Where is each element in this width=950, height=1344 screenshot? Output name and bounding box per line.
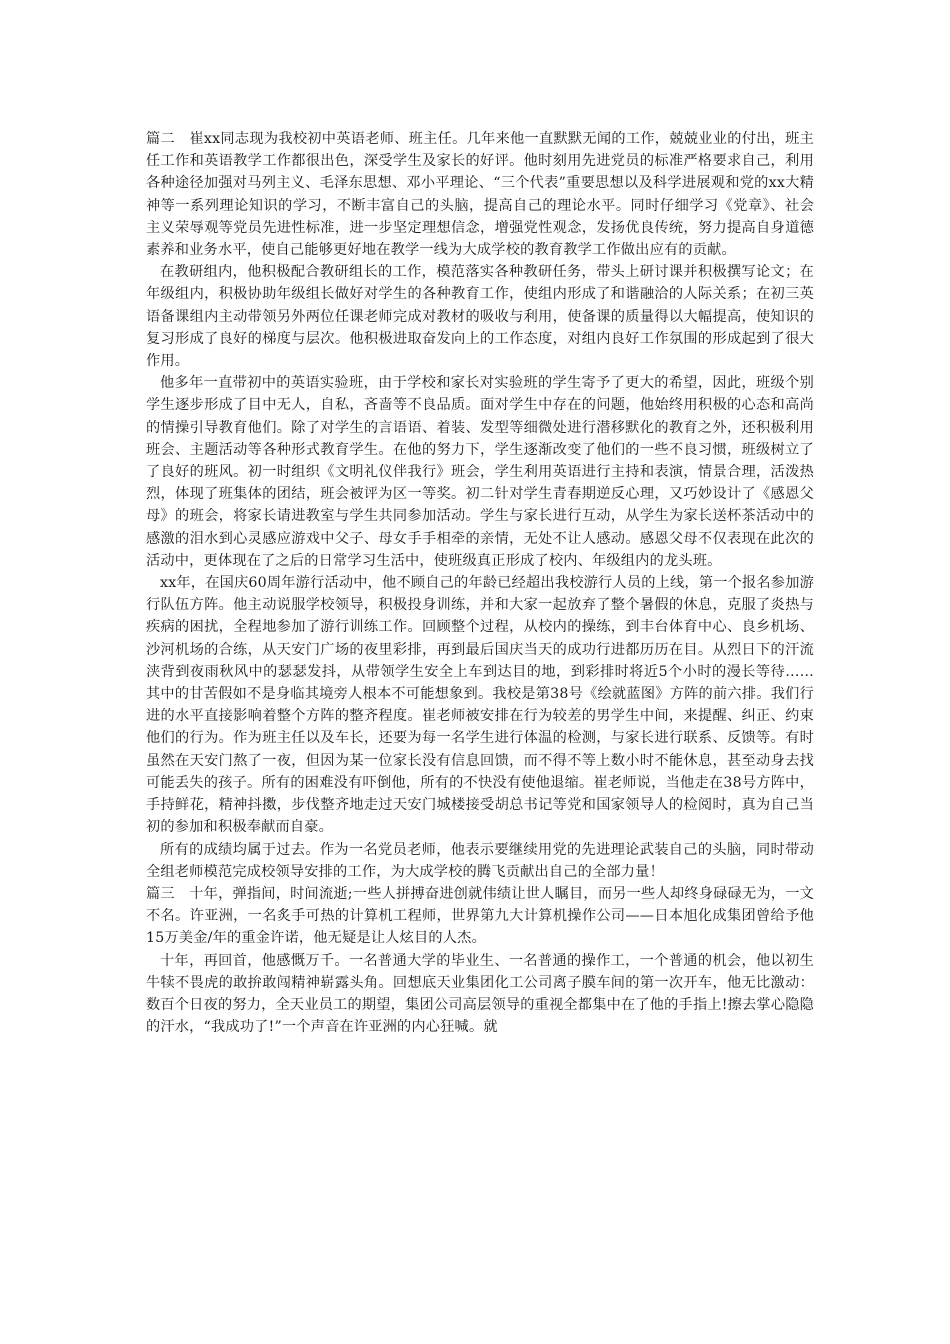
paragraph-class-management: 他多年一直带初中的英语实验班，由于学校和家长对实验班的学生寄予了更大的希望，因此，班级个别学生逐步形成了目中无人，自私，吝啬等不良品质。面对学生中存在的问题，他始终用积极的心态和高尚的情操引导教育他们。除了对学生的言语语、着装、发型等细微处进行潜移默化的教育之外，还积极利用班会、主题活动等各种形式教育学生。在他的努力下，学生逐渐改变了他们的一些不良习惯，班级树立了了良好的班风。初一时组织《文明礼仪伴我行》班会，学生利用英语进行主持和表演，情景合理，活泼热烈，体现了班集体的团结，班会被评为区一等奖。初二针对学生青春期逆反心理，又巧妙设计了《感恩父母》的班会，将家长请进教室与学生共同参加活动。学生与家长进行互动，从学生为家长送杯茶活动中的感激的泪水到心灵感应游戏中父子、母女手手相牵的亲情，无处不让人感动。感恩父母不仅表现在此次的活动中，更体现在了之后的日常学习生活中，使班级真正形成了校内、年级组内的龙头班。 [146,375,814,569]
document-page [146,128,814,1038]
paragraph-section-three-intro: 篇三 十年，弹指间，时间流逝;一些人拼搏奋进创就伟绩让世人瞩目，而另一些人却终身碌碌无为，一文不名。许亚洲，一名炙手可热的计算机工程师，世界第九大计算机操作公司——日本旭化成集团曾给予他15万美金/年的重金许诺，他无疑是让人炫目的人杰。 [146,885,814,947]
paragraph-teaching-group: 在教研组内，他积极配合教研组长的工作，模范落实各种教研任务，带头上研讨课并积极撰写论文；在年级组内，积极协助年级组长做好对学生的各种教育工作，使组内形成了和谐融洽的人际关系；在初三英语备课组内主动带领另外两位任课老师完成对教材的吸收与利用，使备课的质量得以大幅提高，使知识的复习形成了良好的梯度与层次。他积极进取奋发向上的工作态度，对组内良好工作氛围的形成起到了很大作用。 [146,264,814,370]
paragraph-conclusion: 所有的成绩均属于过去。作为一名党员老师，他表示要继续用党的先进理论武装自己的头脑，同时带动全组老师模范完成校领导安排的工作，为大成学校的腾飞贡献出自己的全部力量！ [146,841,814,880]
paragraph-national-day-parade: xx年，在国庆60周年游行活动中，他不顾自己的年龄已经超出我校游行人员的上线，第一个报名参加游行队伍方阵。他主动说服学校领导，积极投身训练，并和大家一起放弃了整个暑假的休息，克服了炎热与疾病的困扰，全程地参加了游行训练工作。回顾整个过程，从校内的操练，到丰台体育中心、良乡机场、沙河机场的合练，从天安门广场的夜里彩排，再到最后国庆当天的成功行进都历历在目。从烈日下的汗流浃背到夜雨秋风中的瑟瑟发抖，从带领学生安全上车到达目的地，到彩排时将近5个小时的漫长等待……其中的甘苦假如不是身临其境旁人根本不可能想象到。我校是第38号《绘就蓝图》方阵的前六排。我们行进的水平直接影响着整个方阵的整齐程度。崔老师被安排在行为较差的男学生中间，来提醒、纠正、约束他们的行为。作为班主任以及车长，还要为每一名学生进行体温的检测，与家长进行联系、反馈等。有时虽然在天安门熬了一夜，但因为某一位家长没有信息回馈，而不得不等上数小时不能休息，甚至动身去找可能丢失的孩子。所有的困难没有吓倒他，所有的不快没有使他退缩。崔老师说，当他走在38号方阵中，手持鲜花，精神抖擞，步伐整齐地走过天安门城楼接受胡总书记等党和国家领导人的检阅时，真为自己当初的参加和积极奉献而自豪。 [146,575,814,836]
paragraph-ten-years-retrospect: 十年，再回首，他感慨万千。一名普通大学的毕业生、一名普通的操作工，一个普通的机会，他以初生牛犊不畏虎的敢拚敢闯精神崭露头角。回想底天业集团化工公司离子膜车间的第一次开车，他无比激动：数百个日夜的努力，全天业员工的期望，集团公司高层领导的重视全都集中在了他的手指上!擦去掌心隐隐的汗水，“我成功了!”一个声音在许亚洲的内心狂喊。就 [146,952,814,1036]
paragraph-section-two-intro: 篇二 崔xx同志现为我校初中英语老师、班主任。几年来他一直默默无闻的工作，兢兢业业的付出，班主任工作和英语教学工作都很出色，深受学生及家长的好评。他时刻用先进党员的标准严格要求自己，利用各种途径加强对马列主义、毛泽东思想、邓小平理论、“三个代表”重要思想以及科学进展观和党的xx大精神等一系列理论知识的学习，不断丰富自己的头脑，提高自己的理论水平。同时仔细学习《党章》、社会主义荣辱观等党员先进性标准，进一步坚定理想信念，增强党性观念，发扬优良传统，努力提高自身道德素养和业务水平，使自己能够更好地在教学一线为大成学校的教育教学工作做出应有的贡献。 [146,131,814,259]
